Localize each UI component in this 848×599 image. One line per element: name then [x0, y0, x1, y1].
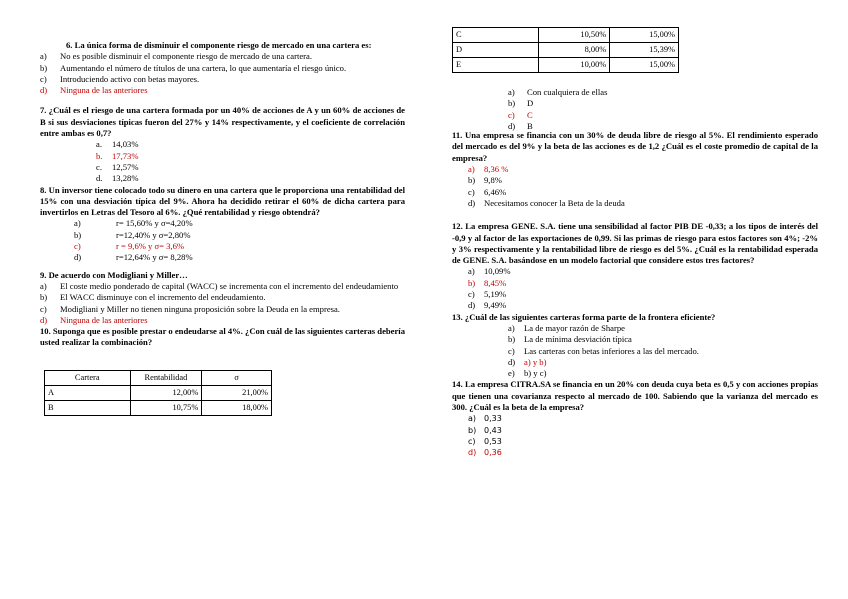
table-cell: 15,00% [610, 28, 679, 43]
table-row [45, 385, 272, 400]
table-cell: 15,39% [610, 43, 679, 58]
q6-option-b: b) Aumentando el número de títulos de una cartera, lo que aumentaría el riesgo único. [40, 62, 347, 73]
q7-option-d: d. 13,28% [96, 173, 139, 184]
q8-option-c-answer: c) r = 9,6% y σ= 3,6% [74, 241, 185, 252]
q13-option-e: e) b) y c) [508, 368, 547, 379]
q6-option-a: a) No es posible disminuir el componente riesgo de mercado de una cartera. [40, 51, 312, 62]
question-10-title: 10. Suponga que es posible prestar o endeudarse al 4%. ¿Con cuál de las siguientes carteras debería usted realizar la combinación? [40, 326, 405, 348]
right-column [452, 27, 818, 459]
q12-option-d: d) 9,49% [468, 300, 507, 311]
question-11-title: 11. Una empresa se financia con un 30% de deuda libre de riesgo al 5%. El rendimiento esperado del mercado es del 9% y la beta de las acciones es de 1,2 ¿Cuál es el coste promedio de capital de la empresa? [452, 130, 818, 163]
q6-option-d-answer: d) Ninguna de las anteriores [40, 85, 148, 96]
q7-option-a: a. 14,03% [96, 139, 139, 150]
q7-option-c: c. 12,57% [96, 161, 139, 172]
q9-option-c: c) Modigliani y Miller no tienen ninguna proposición sobre la Deuda en la empresa. [40, 303, 340, 314]
q13-option-b: b) La de mínima desviación típica [508, 334, 632, 345]
question-13-title: 13. ¿Cuál de las siguientes carteras forma parte de la frontera eficiente? [452, 311, 716, 322]
question-12-title: 12. La empresa GENE. S.A. tiene una sensibilidad al factor PIB DE -0,33; a los tipos de interés del -0,9 y al factor de las exportaciones de 0,99. Si las primas de riesgo para estos factores son 4%; -2% y 3% respectivamente y la rentabilidad libre de riesgo es del 5%. ¿Cuál es la rentabilidad esperada de GENE. S.A. basándose en un modelo factorial que considere estos tres factores? [452, 221, 818, 266]
q9-option-b: b) El WACC disminuye con el incremento del endeudamiento. [40, 292, 266, 303]
q14-option-c: c) 0,53 [468, 436, 502, 446]
portfolio-table-part-1 [44, 370, 272, 416]
q12-option-b-answer: b) 8,45% [468, 277, 507, 288]
question-13 [452, 312, 818, 380]
header-rentabilidad: Rentabilidad [130, 370, 202, 385]
q14-option-b: b) 0,43 [468, 425, 502, 435]
q10-option-b: b) D [508, 98, 534, 109]
q11-option-c: c) 6,46% [468, 186, 507, 197]
question-12 [452, 221, 818, 311]
q8-option-d: d) r=12,64% y σ= 8,28% [74, 252, 193, 263]
q13-option-c: c) Las carteras con betas inferiores a las del mercado. [508, 345, 699, 356]
q9-option-d-answer: d) Ninguna de las anteriores [40, 314, 148, 325]
portfolio-table-part-2 [452, 27, 679, 73]
q8-option-b: b) r=12,40% y σ=2,80% [74, 229, 191, 240]
table-cell: 10,50% [538, 28, 610, 43]
question-10 [40, 326, 405, 416]
table-row [45, 400, 272, 415]
table-header-row [45, 370, 272, 385]
q10-option-c-answer: c) C [508, 109, 533, 120]
q13-option-d-answer: d) a) y b) [508, 356, 547, 367]
table-cell: 10,00% [538, 58, 610, 73]
question-6-title: 6. La única forma de disminuir el componente riesgo de mercado en una cartera es: [66, 40, 372, 50]
question-6 [40, 40, 405, 96]
table-cell: 15,00% [610, 58, 679, 73]
table-cell: 21,00% [202, 385, 272, 400]
table-row [453, 58, 679, 73]
question-7 [40, 105, 405, 184]
question-14 [452, 379, 818, 458]
table-cell: E [453, 58, 539, 73]
question-8 [40, 185, 405, 264]
header-sigma: σ [202, 370, 272, 385]
q11-option-a-answer: a) 8,36 % [468, 164, 509, 175]
q14-option-d-answer: d) 0,36 [468, 448, 502, 458]
table-cell: 10,75% [130, 400, 202, 415]
question-7-title: 7. ¿Cuál es el riesgo de una cartera formada por un 40% de acciones de A y un 60% de acciones de B si sus desviaciones típicas fueron del 27% y 14% respectivamente, y el coeficiente de correlación entre ambas es 0,7? [40, 105, 405, 139]
table-cell: A [45, 385, 131, 400]
q10-option-a: a) Con cualquiera de ellas [508, 87, 608, 97]
q12-option-c: c) 5,19% [468, 289, 507, 300]
table-cell: D [453, 43, 539, 58]
table-cell: 12,00% [130, 385, 202, 400]
q13-option-a: a) La de mayor razón de Sharpe [508, 322, 625, 333]
q7-option-b-answer: b. 17,73% [96, 150, 139, 161]
q11-option-d: d) Necesitamos conocer la Beta de la deuda [468, 197, 625, 208]
q11-option-b: b) 9,8% [468, 175, 502, 186]
q6-option-c: c) Introduciendo activo con betas mayores. [40, 73, 200, 84]
question-11 [452, 130, 818, 209]
table-cell: 8,00% [538, 43, 610, 58]
table-cell: B [45, 400, 131, 415]
q12-option-a: a) 10,09% [468, 266, 511, 277]
header-cartera: Cartera [45, 370, 131, 385]
left-column [40, 40, 405, 416]
q14-option-a: a) 0,33 [468, 414, 502, 424]
question-9-title: 9. De acuerdo con Modigliani y Miller… [40, 269, 188, 280]
question-8-title: 8. Un inversor tiene colocado todo su dinero en una cartera que le proporciona una rentabilidad del 15% con una desviación típica del 9%. Ahora ha decidido retirar el 60% de dicha cartera para invertirlos en Letras del Tesoro al 6%. ¿Qué rentabilidad y riesgo obtendrá? [40, 184, 405, 218]
table-cell: 18,00% [202, 400, 272, 415]
q10-option-d: d) B [508, 120, 533, 131]
question-14-title: 14. La empresa CITRA.SA se financia en un 20% con deuda cuya beta es 0,5 y con acciones propias que tienen una covarianza respecto al mercado de 100. Sabiendo que la varianza del mercado es 300. ¿Cuál es la beta de la empresa? [452, 379, 818, 413]
q10-options [452, 87, 818, 132]
table-row [453, 43, 679, 58]
question-9 [40, 270, 405, 326]
q9-option-a: a) El coste medio ponderado de capital (WACC) se incrementa con el incremento del endeudamiento [40, 280, 399, 291]
table-cell: C [453, 28, 539, 43]
table-row [453, 28, 679, 43]
q8-option-a: a) r= 15,60% y σ=4,20% [74, 218, 193, 229]
